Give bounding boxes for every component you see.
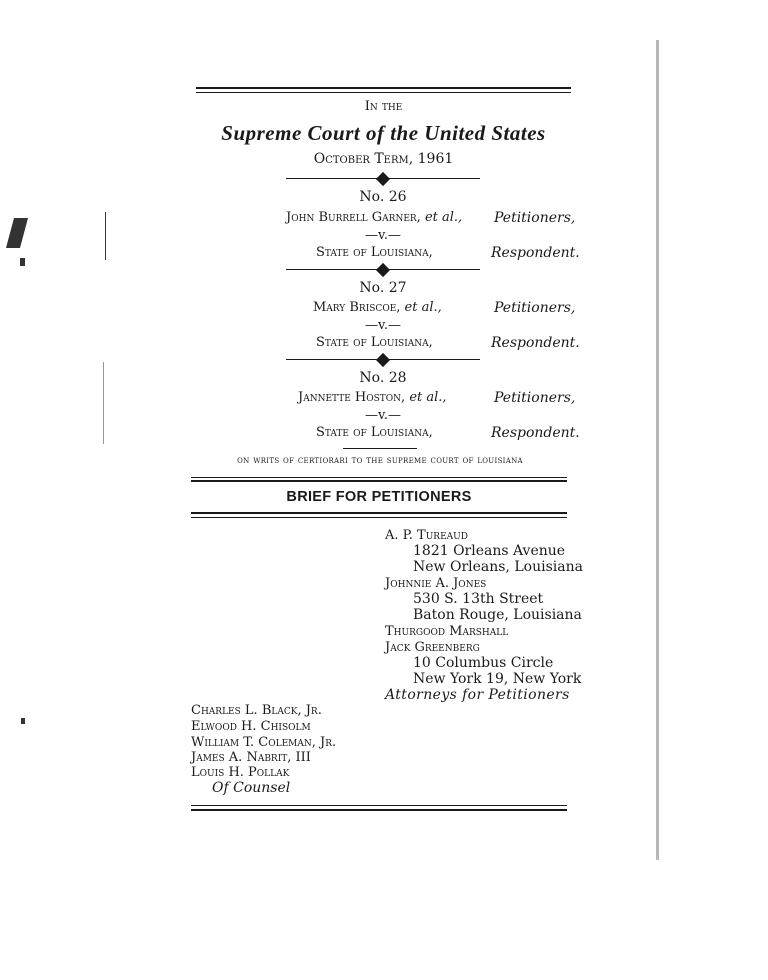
separator-ornament [376,353,390,367]
left-edge-dot [20,258,25,266]
court-title: Supreme Court of the United States [221,121,546,145]
left-binding-line [105,212,106,260]
respondent-role: Respondent. [491,335,580,351]
top-rule-thin [196,92,571,93]
respondent-name: State of Louisiana, [316,245,433,260]
et-al-label: et al., [424,210,463,225]
attorney-address: New Orleans, Louisiana [413,559,583,575]
counsel-name: Elwood H. Chisolm [191,719,311,734]
case-number: No. 27 [359,280,407,296]
counsel-name: William T. Coleman, Jr. [191,735,337,750]
petitioner-name [286,210,462,225]
writs-line: on writs of certiorari to the supreme court of louisiana [237,454,523,466]
brief-rule-top-2 [191,480,567,482]
et-al-label: et al., [409,390,447,405]
respondent-name: State of Louisiana, [316,335,433,350]
attorney-address: 530 S. 13th Street [413,591,544,607]
petitioner-label: Mary Briscoe, [313,300,401,315]
petitioner-name [313,300,442,315]
petitioner-role: Petitioners, [494,300,576,316]
short-rule [343,448,417,449]
left-edge-mark [6,218,28,248]
brief-rule-top-1 [191,477,567,478]
attorney-address: New York 19, New York [413,671,582,687]
separator-ornament [376,172,390,186]
petitioner-role: Petitioners, [494,210,576,226]
separator-ornament [376,263,390,277]
petitioner-label: John Burrell Garner, [286,210,421,225]
petitioner-role: Petitioners, [494,390,576,406]
respondent-role: Respondent. [491,425,580,441]
attorney-address: 1821 Orleans Avenue [413,543,566,559]
bottom-rule-thick [191,809,567,811]
brief-rule-bottom-2 [191,517,567,518]
respondent-name: State of Louisiana, [316,425,433,440]
term-label: October Term, 1961 [313,151,454,167]
brief-rule-bottom-1 [191,512,567,514]
right-page-edge [656,40,659,860]
petitioner-name [298,390,447,405]
case-number: No. 26 [359,189,407,205]
counsel-name: Louis H. Pollak [191,765,290,780]
petitioner-label: Jannette Hoston, [298,390,406,405]
left-binding-line-2 [103,362,104,444]
case-number: No. 28 [359,370,407,386]
counsel-name: James A. Nabrit, III [191,750,311,765]
respondent-role: Respondent. [491,245,580,261]
bottom-rule-thin [191,805,567,806]
in-the-label: In the [364,99,403,114]
versus-label: —v.— [365,408,401,423]
counsel-name: Charles L. Black, Jr. [191,703,322,718]
counsel-role: Of Counsel [212,780,291,796]
brief-title: BRIEF FOR PETITIONERS [286,489,472,505]
versus-label: —v.— [365,228,401,243]
attorney-name: Thurgood Marshall [385,624,509,639]
attorney-address: Baton Rouge, Louisiana [413,607,582,623]
attorneys-role: Attorneys for Petitioners [385,687,570,703]
attorney-name: Johnnie A. Jones [385,576,487,591]
versus-label: —v.— [365,318,401,333]
left-edge-dot-2 [21,718,25,724]
top-rule-thick [196,87,571,89]
attorney-address: 10 Columbus Circle [413,655,554,671]
attorney-name: A. P. Tureaud [385,528,468,543]
et-al-label: et al., [404,300,442,315]
attorney-name: Jack Greenberg [385,640,480,655]
